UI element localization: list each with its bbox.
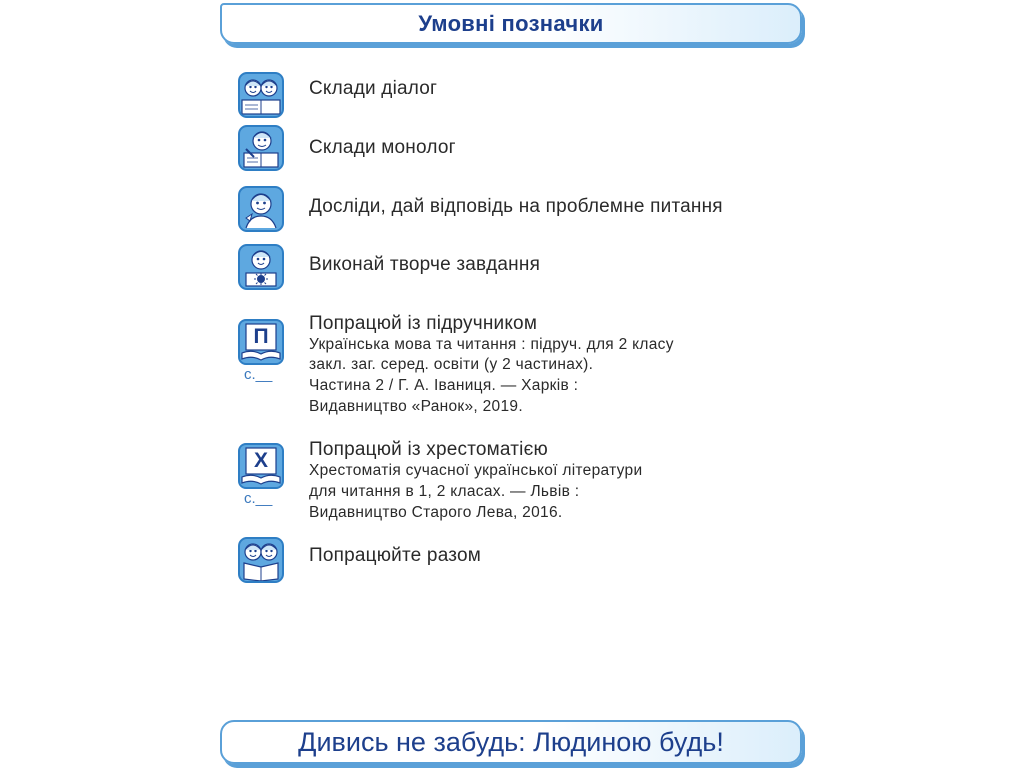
legend-item-research xyxy=(238,186,778,234)
legend-item-together xyxy=(238,537,778,585)
legend-label: Попрацюй із хрестоматією xyxy=(309,439,548,460)
textbook-badge: П xyxy=(253,325,269,348)
textbook-icon xyxy=(238,319,284,365)
reader-book-icon xyxy=(238,443,284,489)
child-thinking-icon xyxy=(238,186,284,232)
footer-banner xyxy=(220,720,802,764)
legend-item-dialog xyxy=(238,72,778,120)
reader-badge: Х xyxy=(253,449,268,472)
legend-label: Склади діалог xyxy=(309,78,438,99)
legend-label: Виконай творче завдання xyxy=(309,254,541,275)
legend-item-reader xyxy=(238,439,778,529)
page-title: Умовні позначки xyxy=(418,11,604,36)
two-children-writing-icon xyxy=(238,72,284,118)
reference-line: закл. заг. серед. освіти (у 2 частинах). xyxy=(309,356,594,373)
child-creative-icon xyxy=(238,244,284,290)
legend-label: Попрацюй із підручником xyxy=(309,313,538,334)
header-banner xyxy=(220,3,802,44)
two-children-reading-icon xyxy=(238,537,284,583)
page-reference: с.__ xyxy=(244,490,273,507)
reference-line: Видавництво «Ранок», 2019. xyxy=(309,398,523,415)
legend-item-creative xyxy=(238,244,778,292)
legend-item-textbook xyxy=(238,313,778,418)
reference-line: Частина 2 / Г. А. Іваниця. — Харків : xyxy=(309,377,579,394)
legend-label: Склади монолог xyxy=(309,137,456,158)
footer-motto: Дивись не забудь: Людиною будь! xyxy=(298,727,724,757)
page-reference: с.__ xyxy=(244,366,273,383)
reference-line: для читання в 1, 2 класах. — Львів : xyxy=(309,483,580,500)
reference-line: Видавництво Старого Лева, 2016. xyxy=(309,504,563,521)
legend-label: Попрацюйте разом xyxy=(309,545,481,566)
reference-line: Хрестоматія сучасної української літератури xyxy=(309,462,643,479)
legend-label: Досліди, дай відповідь на проблемне питання xyxy=(309,196,723,217)
reference-line: Українська мова та читання : підруч. для 2 класу xyxy=(309,336,674,353)
legend-item-monologue xyxy=(238,125,778,173)
child-writing-icon xyxy=(238,125,284,171)
